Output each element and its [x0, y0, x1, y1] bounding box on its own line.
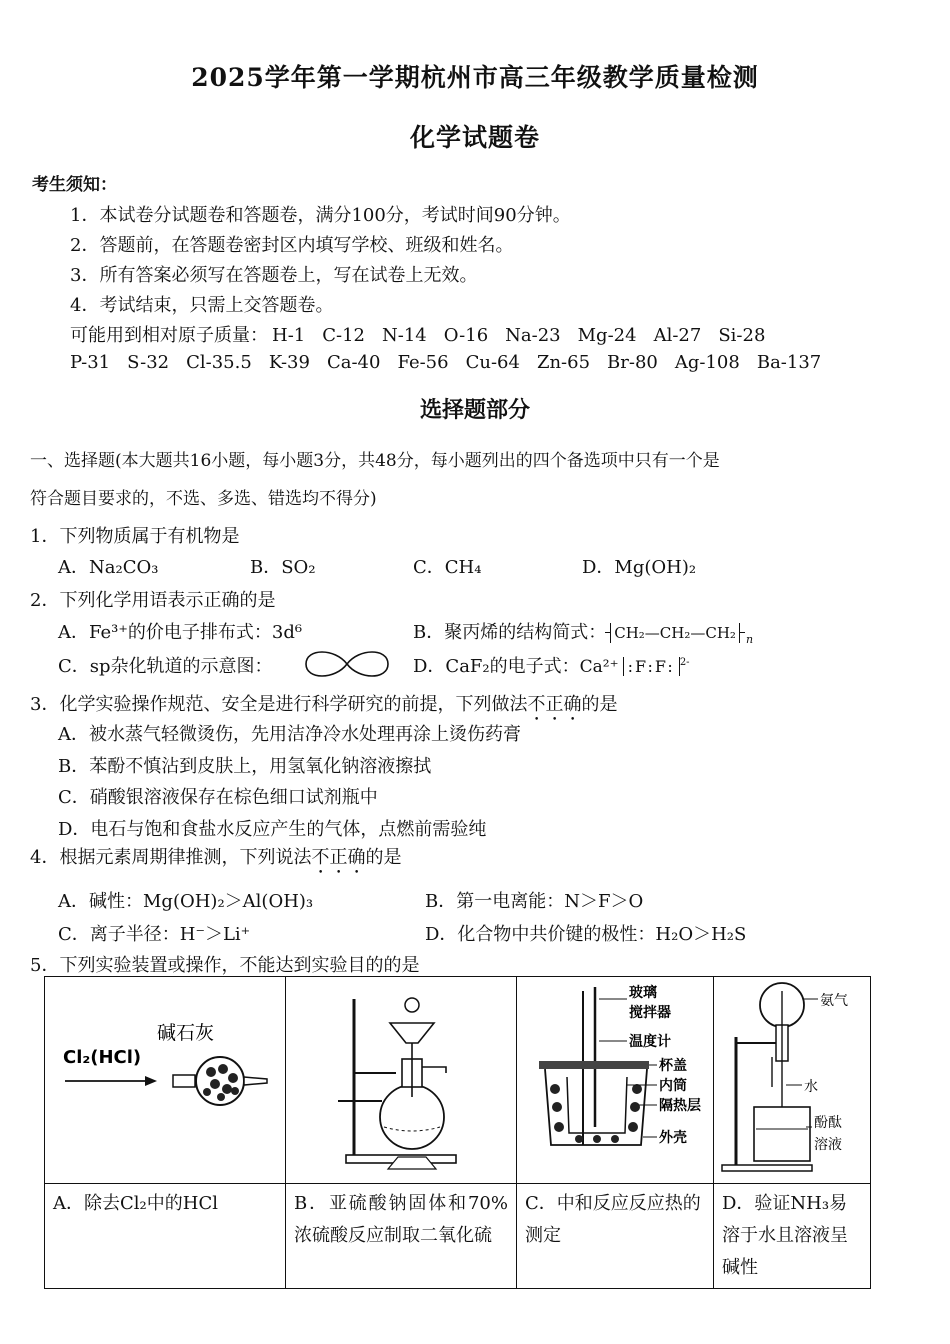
- q5-option-b: B．亚硫酸钠固体和70%浓硫酸反应制取二氧化硫: [286, 1184, 517, 1289]
- notice-item-2: 2．答题前，在答题卷密封区内填写学校、班级和姓名。: [70, 235, 514, 256]
- stand-base: [722, 1165, 812, 1171]
- q5-option-a: A．除去Cl₂中的HCl: [45, 1184, 286, 1289]
- q1-option-a: A．Na₂CO₃: [58, 557, 159, 578]
- q2-option-b-label: B．聚丙烯的结构简式：: [413, 622, 607, 643]
- section-title: 选择题部分: [419, 397, 530, 423]
- atomic-mass: Zn-65: [536, 352, 591, 373]
- separatory-funnel: [390, 1023, 434, 1043]
- atomic-mass: K-39: [268, 352, 310, 373]
- inner-cup: [567, 1077, 627, 1133]
- notice-item-4: 4．考试结束，只需上交答题卷。: [70, 295, 334, 316]
- label-solution: 溶液: [814, 1137, 842, 1153]
- atomic-mass: Cu-64: [465, 352, 520, 373]
- q2-option-d: [413, 652, 690, 678]
- q2-option-b: [413, 618, 753, 646]
- outlet-tube: [244, 1077, 267, 1085]
- q2-option-c: C．sp杂化轨道的示意图：: [58, 656, 273, 677]
- label-glass: 玻璃: [629, 985, 657, 1001]
- q5-stem: 5．下列实验装置或操作，不能达到实验目的的是: [30, 955, 420, 976]
- q1-option-d: D．Mg(OH)₂: [582, 557, 697, 578]
- q1-option-b: B．SO₂: [250, 557, 316, 578]
- label-phenolphthalein: 酚酞: [814, 1115, 842, 1131]
- q1-option-c: C．CH₄: [413, 557, 482, 578]
- reagent-label: 碱石灰: [157, 1022, 215, 1044]
- polypropylene-formula: [610, 623, 740, 643]
- fluoride-electron-dot: [623, 657, 680, 676]
- atomic-mass: Na-23: [505, 325, 561, 346]
- formula-n: n: [745, 632, 754, 646]
- beaker: [754, 1107, 810, 1161]
- figure-d-cell: [714, 977, 871, 1184]
- atomic-mass: Al-27: [653, 325, 702, 346]
- sp-orbital-diagram: [300, 646, 395, 682]
- q2-option-d-label: D．CaF₂的电子式：: [413, 656, 580, 677]
- q4-option-d: D．化合物中共价键的极性：H₂O＞H₂S: [425, 924, 747, 945]
- q4-option-b: B．第一电离能：N＞F＞O: [425, 891, 644, 912]
- atomic-mass: Ca-40: [326, 352, 381, 373]
- q3-stem-pre: 3．化学实验操作规范、安全是进行科学研究的前提，下列做法: [30, 694, 528, 715]
- calcium-ion: Ca²⁺: [579, 657, 619, 677]
- label-shell: 外壳: [659, 1130, 687, 1146]
- q4-stem-post: 的是: [365, 847, 402, 868]
- q3-option-c: C．硝酸银溶液保存在棕色细口试剂瓶中: [58, 787, 378, 808]
- q1-stem: 1．下列物质属于有机物是: [30, 526, 240, 547]
- section-intro-cont: 符合题目要求的，不选、多选、错选均不得分): [30, 489, 377, 509]
- atomic-mass: O-16: [443, 325, 489, 346]
- figure-c-cell: [517, 977, 714, 1184]
- q3-option-d: D．电石与饱和食盐水反应产生的气体，点燃前需验纯: [58, 819, 487, 840]
- page-title: 2025学年第一学期杭州市高三年级教学质量检测: [191, 63, 759, 92]
- fountain-experiment-figure: [714, 977, 869, 1181]
- drying-tube-figure: [45, 977, 283, 1181]
- section-intro: 一、选择题(本大题共16小题，每小题3分，共48分，每小题列出的四个备选项中只有一个是: [30, 451, 720, 471]
- atomic-mass: Cl-35.5: [186, 352, 252, 373]
- atomic-mass: H-1: [272, 325, 306, 346]
- q4-option-a: A．碱性：Mg(OH)₂＞Al(OH)₃: [58, 891, 314, 912]
- q2-option-a: A．Fe³⁺的价电子排布式：3d⁶: [58, 622, 303, 643]
- arrow-head: [145, 1076, 157, 1086]
- calorimeter-figure: [517, 977, 712, 1181]
- q3-option-b: B．苯酚不慎沾到皮肤上，用氢氧化钠溶液擦拭: [58, 756, 432, 777]
- q5-options-table: [44, 976, 871, 1289]
- q5-option-d: D．验证NH₃易溶于水且溶液呈碱性: [714, 1184, 871, 1289]
- q4-stem: [30, 843, 401, 878]
- atomic-mass: Si-28: [718, 325, 766, 346]
- q3-emphasis: 不正确: [527, 694, 582, 715]
- gas-outlet: [422, 1067, 446, 1073]
- q4-stem-pre: 4．根据元素周期律推测，下列说法: [30, 847, 312, 868]
- inlet-stopper: [173, 1075, 195, 1087]
- atomic-mass-row-1: [70, 321, 782, 347]
- atomic-mass: C-12: [322, 325, 365, 346]
- atomic-mass: Ba-137: [756, 352, 822, 373]
- atomic-label: 可能用到相对原子质量：: [70, 325, 268, 346]
- fluoride-symbols: :F:F:: [627, 657, 675, 676]
- label-insulation: 隔热层: [659, 1098, 701, 1114]
- fluoride-charge: 2-: [679, 657, 690, 668]
- q4-option-c: C．离子半径：H⁻＞Li⁺: [58, 924, 251, 945]
- notice-heading: 考生须知：: [32, 175, 117, 195]
- page-subtitle: 化学试题卷: [409, 123, 540, 152]
- so2-generator-figure: [286, 977, 514, 1181]
- label-stirrer: 搅拌器: [629, 1005, 671, 1021]
- label-inner-cup: 内筒: [659, 1078, 687, 1094]
- q2-stem: 2．下列化学用语表示正确的是: [30, 590, 276, 611]
- atomic-mass: Br-80: [607, 352, 658, 373]
- atomic-mass-row-2: [70, 352, 838, 373]
- funnel-stopper: [405, 998, 419, 1012]
- figure-a-cell: [45, 977, 286, 1184]
- cup-lid: [539, 1061, 649, 1069]
- notice-item-1: 1．本试卷分试题卷和答题卷，满分100分，考试时间90分钟。: [70, 205, 571, 226]
- label-lid: 杯盖: [659, 1058, 687, 1074]
- q4-emphasis: 不正确: [311, 847, 366, 868]
- q3-option-a: A．被水蒸气轻微烫伤，先用洁净冷水处理再涂上烫伤药膏: [58, 724, 521, 745]
- atomic-mass: Mg-24: [577, 325, 637, 346]
- atomic-mass: Ag-108: [674, 352, 740, 373]
- label-thermometer: 温度计: [629, 1034, 671, 1050]
- figure-b-cell: [286, 977, 517, 1184]
- atomic-mass: Fe-56: [397, 352, 449, 373]
- atomic-mass: S-32: [127, 352, 170, 373]
- atomic-mass: N-14: [382, 325, 427, 346]
- notice-item-3: 3．所有答案必须写在答题卷上，写在试卷上无效。: [70, 265, 478, 286]
- q3-stem-post: 的是: [581, 694, 618, 715]
- gas-label: Cl₂(HCl): [63, 1047, 142, 1068]
- q5-option-c: C．中和反应反应热的测定: [517, 1184, 714, 1289]
- label-water: 水: [804, 1079, 818, 1095]
- formula-text: CH₂—CH₂—CH₂: [614, 624, 736, 642]
- label-ammonia: 氨气: [820, 993, 848, 1009]
- atomic-mass: P-31: [70, 352, 111, 373]
